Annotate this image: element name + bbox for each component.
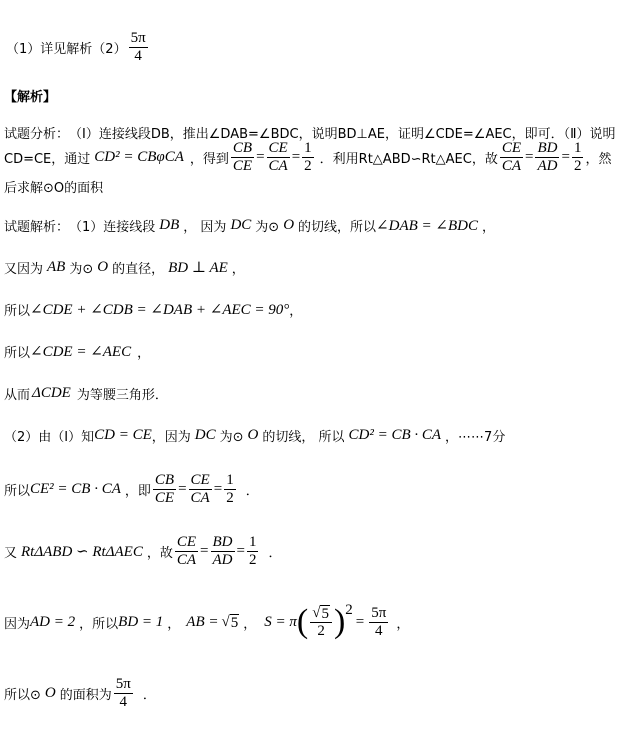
eq-cde-aec: ∠CDE = ∠AEC [30, 344, 132, 360]
analysis-frac-half: $\frac{1}{2}$ [304, 139, 312, 174]
solution-line-7: 所以 CE² = CB · CA ，即 $\frac{CB}{CE}$ = $\frac{CE}{CA}$ = $\frac{1}{2}$ ． [4, 471, 259, 506]
answer-part1-label: （1） [6, 42, 41, 57]
analysis-frac-bd-ad: $\frac{BD}{AD}$ [537, 139, 558, 174]
sqrt-5: √ 5 [221, 613, 239, 631]
analysis-text-1: （Ⅰ）连接线段DB，推出∠DAB=∠BDC，说明BD⊥AE，证明∠CDE=∠AEC，即可．（Ⅱ）说明 [69, 127, 616, 142]
solution-line-2: 又因为 AB 为⊙ O 的直径， BD ⊥ AE ， [4, 259, 245, 277]
answer-line [6, 30, 150, 65]
frac-sqrt5-over-2: √ 5 2 [310, 605, 332, 640]
analysis-eq-cd2: CD² = CBφCA [94, 148, 184, 165]
analysis-frac-ce-ca-2: $\frac{CE}{CA}$ [501, 139, 521, 174]
section-label: 【解析】 [4, 90, 57, 105]
eq-ce2: CE² = CB · CA [30, 480, 121, 497]
analysis-label: 试题分析： [4, 127, 70, 142]
analysis-line-2: CD=CE，通过 CD² = CBφCA ，得到 $\frac{CB}{CE}$ = $\frac{CE}{CA}$ = $\frac{1}{2}$ ．利用Rt△ABD∽Rt△AEC，故 $\frac{CE}{CA}$ = $\frac{BD}{AD}$ = $\frac{1}{2}$ ，然 [4, 139, 612, 174]
answer-fraction: $\frac{5\pi}{4}$ [130, 30, 146, 64]
analysis-frac-ce-ca: $\frac{CE}{CA}$ [268, 139, 288, 174]
analysis-line-3: 后求解⊙O的面积 [4, 181, 104, 196]
solution-line-10: 所以⊙ O 的面积为 $\frac{5\pi}{4}$ ． [4, 675, 156, 710]
answer-part2-label: （2） [92, 42, 127, 57]
analysis-text-2c: ．利用Rt△ABD∽Rt△AEC，故 [319, 151, 498, 167]
solution-line-6: （2）由（Ⅰ）知 CD = CE ，因为 DC 为⊙ O 的切线， 所以 CD² = CB · CA ，⋯⋯7分 [4, 427, 506, 445]
analysis-text-2b: ，得到 [189, 151, 229, 167]
solution-line-5: 从而 ΔCDE 为等腰三角形． [4, 385, 168, 403]
eq-cd2: CD² = CB · CA [348, 427, 442, 443]
solution-line-9: 因为 AD = 2 ，所以 BD = 1 ， AB = √ 5 ， S = π ( √ 5 2 ) 2 = $\frac{5\pi}{4}$ ， [4, 602, 410, 640]
solution-label: 试题解析： [4, 220, 70, 235]
solution-line-3: 所以 ∠CDE + ∠CDB = ∠DAB + ∠AEC = 90° ， [4, 302, 303, 319]
answer-part1-text: 详见解析 [40, 42, 93, 57]
analysis-text-2a: CD=CE，通过 [4, 151, 91, 167]
solution-line-8: 又 RtΔABD ∽ RtΔAEC ，故 $\frac{CE}{CA}$ = $\frac{BD}{AD}$ = $\frac{1}{2}$ ． [4, 533, 282, 568]
analysis-text-2d: ，然 [585, 151, 612, 167]
analysis-frac-cb-ce: $\frac{CB}{CE}$ [232, 139, 253, 174]
solution-line-1: 试题解析： （1）连接线段 DB ， 因为 DC 为⊙ O 的切线，所以 ∠DAB = ∠BDC ， [4, 217, 495, 235]
eq-bd-perp-ae: BD ⊥ AE [168, 260, 228, 276]
area-fraction: $\frac{5\pi}{4}$ [115, 675, 131, 710]
analysis-frac-half-2: $\frac{1}{2}$ [573, 139, 582, 174]
eq-similar: RtΔABD ∽ RtΔAEC [21, 543, 143, 560]
eq-dab-bdc: ∠DAB = ∠BDC [376, 218, 478, 234]
eq-angle-sum: ∠CDE + ∠CDB = ∠DAB + ∠AEC = 90° [30, 302, 290, 318]
solution-line-4: 所以 ∠CDE = ∠AEC ， [4, 344, 151, 361]
